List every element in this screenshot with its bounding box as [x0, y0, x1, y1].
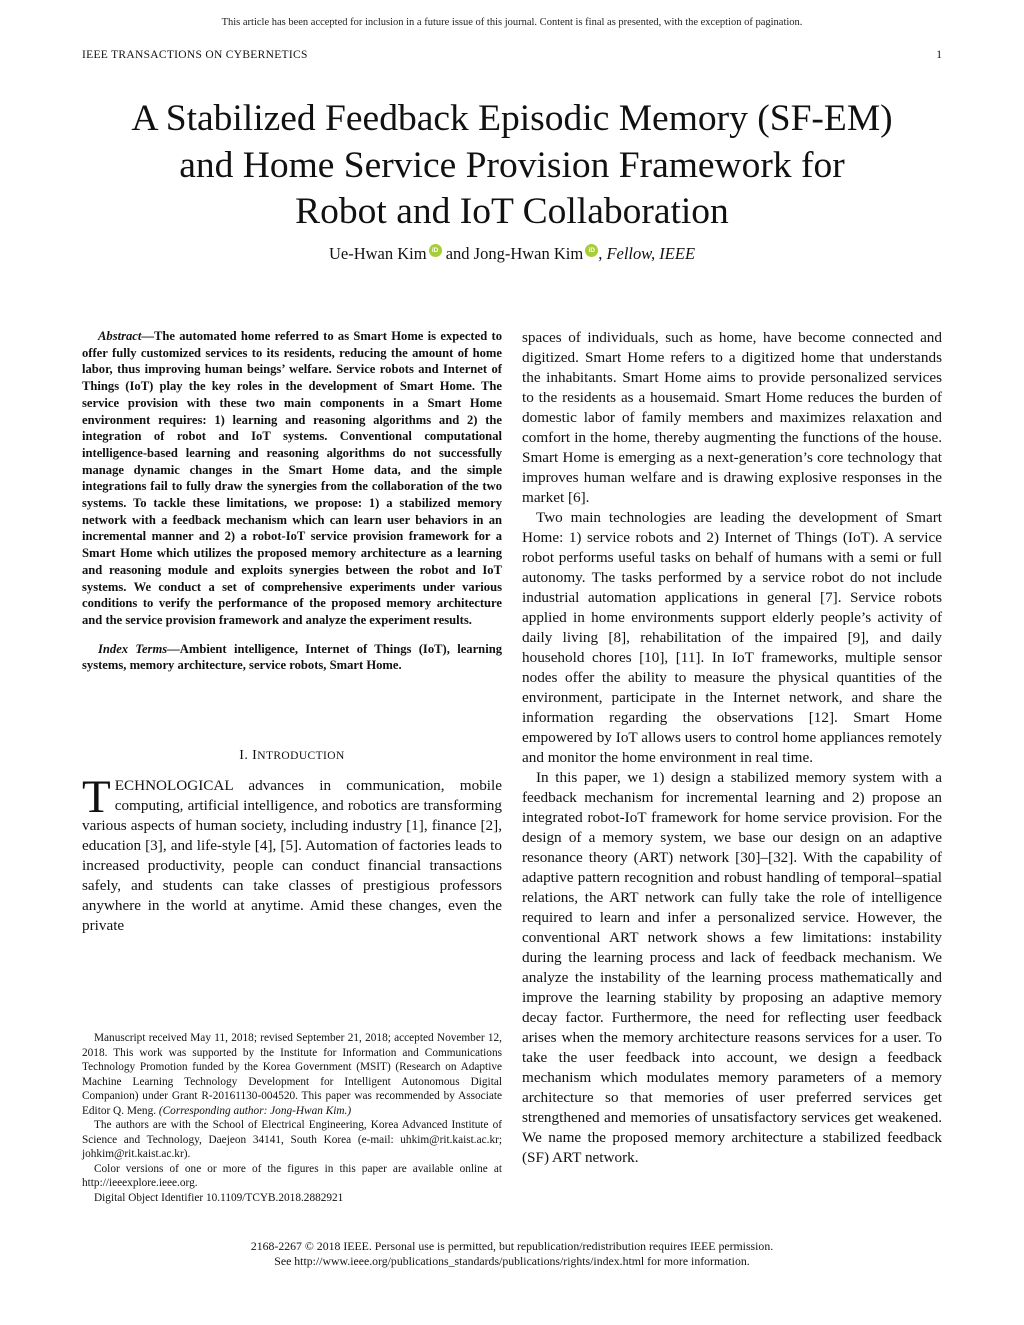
- intro-paragraph-1: [82, 771, 502, 936]
- copyright-line-2: See http://www.ieee.org/publications_standards/publications/rights/index.html for more information.: [274, 1254, 750, 1268]
- index-terms-label: Index Terms: [98, 641, 168, 656]
- orcid-icon[interactable]: iD: [429, 244, 442, 257]
- section-heading-introduction: [82, 748, 502, 764]
- footnote-color-versions: Color versions of one or more of the figures in this paper are available online at http://ieeexplore.ieee.org.: [82, 1162, 502, 1189]
- copyright-line-1: 2168-2267 © 2018 IEEE. Personal use is permitted, but republication/redistribution requires IEEE permission.: [250, 1239, 774, 1253]
- right-column: [522, 328, 942, 1168]
- journal-name: IEEE TRANSACTIONS ON CYBERNETICS: [82, 49, 308, 61]
- footnote-doi: Digital Object Identifier 10.1109/TCYB.2018.2882921: [94, 1191, 344, 1204]
- author-list: [0, 244, 1024, 264]
- corresponding-author: (Corresponding author: Jong-Hwan Kim.): [158, 1104, 352, 1117]
- page-number: 1: [936, 49, 942, 61]
- paper-title: [40, 96, 984, 236]
- acceptance-notice: This article has been accepted for inclusion in a future issue of this journal. Content is final as presented, with the exception of pagination.: [221, 17, 803, 28]
- title-line-3: Robot and IoT Collaboration: [295, 191, 729, 232]
- author-connector: and: [441, 244, 474, 263]
- section-title-first: I: [252, 748, 258, 764]
- section-title-rest: NTRODUCTION: [257, 750, 345, 763]
- index-terms: [82, 641, 502, 674]
- title-line-2: and Home Service Provision Framework for: [179, 144, 845, 186]
- title-line-1: A Stabilized Feedback Episodic Memory (SF-EM): [131, 98, 893, 139]
- intro-paragraph-1-continued: spaces of individuals, such as home, have become connected and digitized. Smart Home refers to a digitized home that understands the inhabitants. Smart Home aims to provide personalized services to the residents as a housemaid. Smart Home reduces the burden of domestic labor of family members and maximizes relaxation and comfort in the home, thereby augmenting the functions of the house. Smart Home is emerging as a next-generation’s core technology that improves human welfare and is drawing explosive responses in the market [6].: [522, 329, 942, 506]
- abstract: [82, 328, 502, 629]
- intro-paragraph-1-text: ECHNOLOGICAL advances in communication, mobile computing, artificial intelligence, and robotics are transforming various aspects of human society, including industry [1], finance [2], education [3], and life-style [4], [5]. Automation of factories leads to increased productivity, people can conduct financial transactions safely, and students can take classes of prestigious professors anywhere in the world at anytime. Amid these changes, even the private: [82, 777, 502, 935]
- author-2: Jong-Hwan Kim: [473, 244, 584, 263]
- footnotes: [82, 1031, 502, 1205]
- footnote-affiliation: The authors are with the School of Electrical Engineering, Korea Advanced Institute of Science and Technology, Daejeon 34141, South Korea (e-mail: uhkim@rit.kaist.ac.kr; johkim@rit.kaist.ac.kr).: [82, 1119, 502, 1160]
- author-2-fellow: Fellow, IEEE: [606, 244, 696, 263]
- author-separator: ,: [598, 244, 607, 263]
- abstract-text: —The automated home referred to as Smart Home is expected to offer fully customized services to its residents, reducing the amount of home labor, thus improving human beings’ welfare. Service robots and Internet of Things (IoT) play the key roles in the development of Smart Home. The service provision with these two main components in a Smart Home environment requires: 1) learning and reasoning algorithms and 2) the integration of robot and IoT systems. Conventional computational intelligence-based learning and reasoning algorithms do not successfully manage dynamic changes in the Smart Home data, and the simple integrations fail to fully draw the synergies from the collaboration of the two systems. To tackle these limitations, we propose: 1) a stabilized memory network with a feedback mechanism which can learn user behaviors in an incremental manner and 2) a robot-IoT service provision framework for a Smart Home which utilizes the proposed memory architecture as a learning and reasoning module and exploits synergies between the robot and IoT systems. We conduct a set of comprehensive experiments under various conditions to verify the performance of the proposed memory architecture and the service provision framework and analyze the experiment results.: [82, 329, 502, 627]
- drop-cap: T: [82, 771, 111, 824]
- footnote-manuscript-text: Manuscript received May 11, 2018; revised September 21, 2018; accepted November 12, 2018. This work was supported by the Institute for Information and Communications Technology Promotion funded by the Korea Government (MSIT) (Research on Adaptive Machine Learning Technology Development for Intelligent Autonomous Digital Companion) under Grant R-20161130-004520. This paper was recommended by Associate Editor Q. Meng.: [82, 1032, 502, 1117]
- index-terms-text: —Ambient intelligence, Internet of Things (IoT), learning systems, memory architecture, service robots, Smart Home.: [82, 641, 502, 673]
- left-column: [82, 328, 502, 936]
- intro-paragraph-2: Two main technologies are leading the development of Smart Home: 1) service robots and 2) Internet of Things (IoT). A service robot performs useful tasks on behalf of humans with a semi or full autonomy. The tasks performed by a service robot do not include industrial automation applications in general [7]. Service robots applied in home environments support elderly people’s activity of daily living [8], rehabilitation of the impaired [9], and daily household chores [10], [11]. In IoT frameworks, multiple sensor nodes offer the ability to measure the physical quantities of the environment, participate in the Internet network, and share the information regarding the observations [12]. Smart Home empowered by IoT allows users to control home appliances remotely and monitor the home environment in real time.: [522, 509, 942, 766]
- abstract-label: Abstract: [98, 329, 142, 343]
- orcid-icon[interactable]: iD: [585, 244, 598, 257]
- section-number: I.: [239, 748, 253, 764]
- footnote-manuscript: [82, 1031, 502, 1118]
- intro-paragraph-3: In this paper, we 1) design a stabilized memory system with a feedback mechanism for incremental learning and 2) propose an integrated robot-IoT framework for home service provision. For the design of a memory system, we base our design on an adaptive resonance theory (ART) network [30]–[32]. With the capability of adaptive pattern recognition and robust handling of temporal–spatial relations, the ART network can fully take the role of intelligence required to learn and infer a personalized service. However, the conventional ART network shows a few limitations: instability during the learning process and lack of feedback mechanism. We analyze the instability of the learning process mathematically and improve the learning stability by proposing an adaptive memory decay factor. Furthermore, the need for reflecting user feedback arises when the memory architecture reasons services for a user. To take the user feedback into account, we design a feedback mechanism which modulates memory parameters of a memory architecture so that memories of user preferred services get strengthened and memories of unsatisfactory services get weakened. We name the proposed memory architecture a stabilized feedback (SF) ART network.: [522, 769, 942, 1166]
- author-1: Ue-Hwan Kim: [328, 244, 427, 263]
- copyright-footer: [0, 1239, 1024, 1269]
